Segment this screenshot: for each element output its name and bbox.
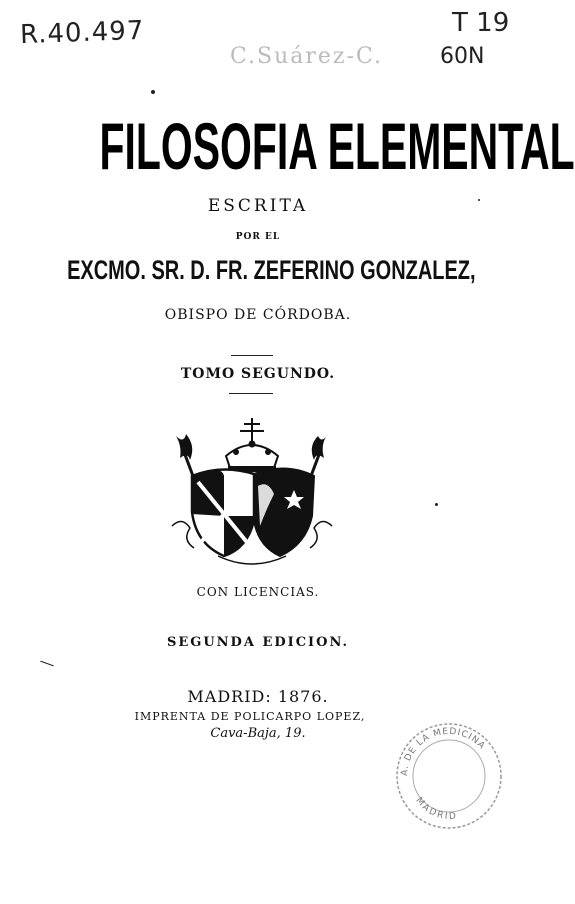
paper-speck [151,90,155,94]
imprint-printer: IMPRENTA DE POLICARPO LOPEZ, [134,710,366,723]
book-title: FILOSOFIA ELEMENTAL [99,109,575,183]
divider-bottom [229,393,273,394]
crown-icon [226,441,278,473]
author-role: OBISPO DE CÓRDOBA. [164,307,352,323]
svg-text:MADRID [413,796,458,822]
by-label: POR EL [235,232,281,242]
author-name: EXCMO. SR. D. FR. ZEFERINO GONZALEZ, [67,255,476,285]
handwritten-call-number-top: T 19 [452,8,510,38]
paper-speck [478,199,480,201]
divider-top [231,355,273,356]
handwritten-shelfmark: R.40.497 [19,15,145,51]
shield-right-icon [254,468,314,556]
stamp-text-top: A. DE LA MEDICINA [399,726,487,777]
shield-left-icon [192,469,254,556]
coat-of-arms-emblem [162,416,342,576]
stamp-text-bottom: MADRID [413,795,459,823]
paper-speck [435,503,438,506]
cross-icon [240,418,264,444]
library-stamp [392,718,507,836]
written-label: ESCRITA [207,196,309,216]
svg-text:A. DE LA MEDICINA [400,727,487,776]
imprint-address: Cava-Baja, 19. [210,726,306,741]
imprint-city-year: MADRID: 1876. [187,687,329,706]
volume-label: TOMO SEGUNDO. [180,366,336,382]
licenses-label: CON LICENCIAS. [196,585,320,599]
paper-mark [40,661,53,667]
handwritten-call-number-bottom: 60N [440,44,485,69]
edition-label: SEGUNDA EDICION. [166,635,350,650]
owner-stamp: C.Suárez-C. [230,44,384,69]
